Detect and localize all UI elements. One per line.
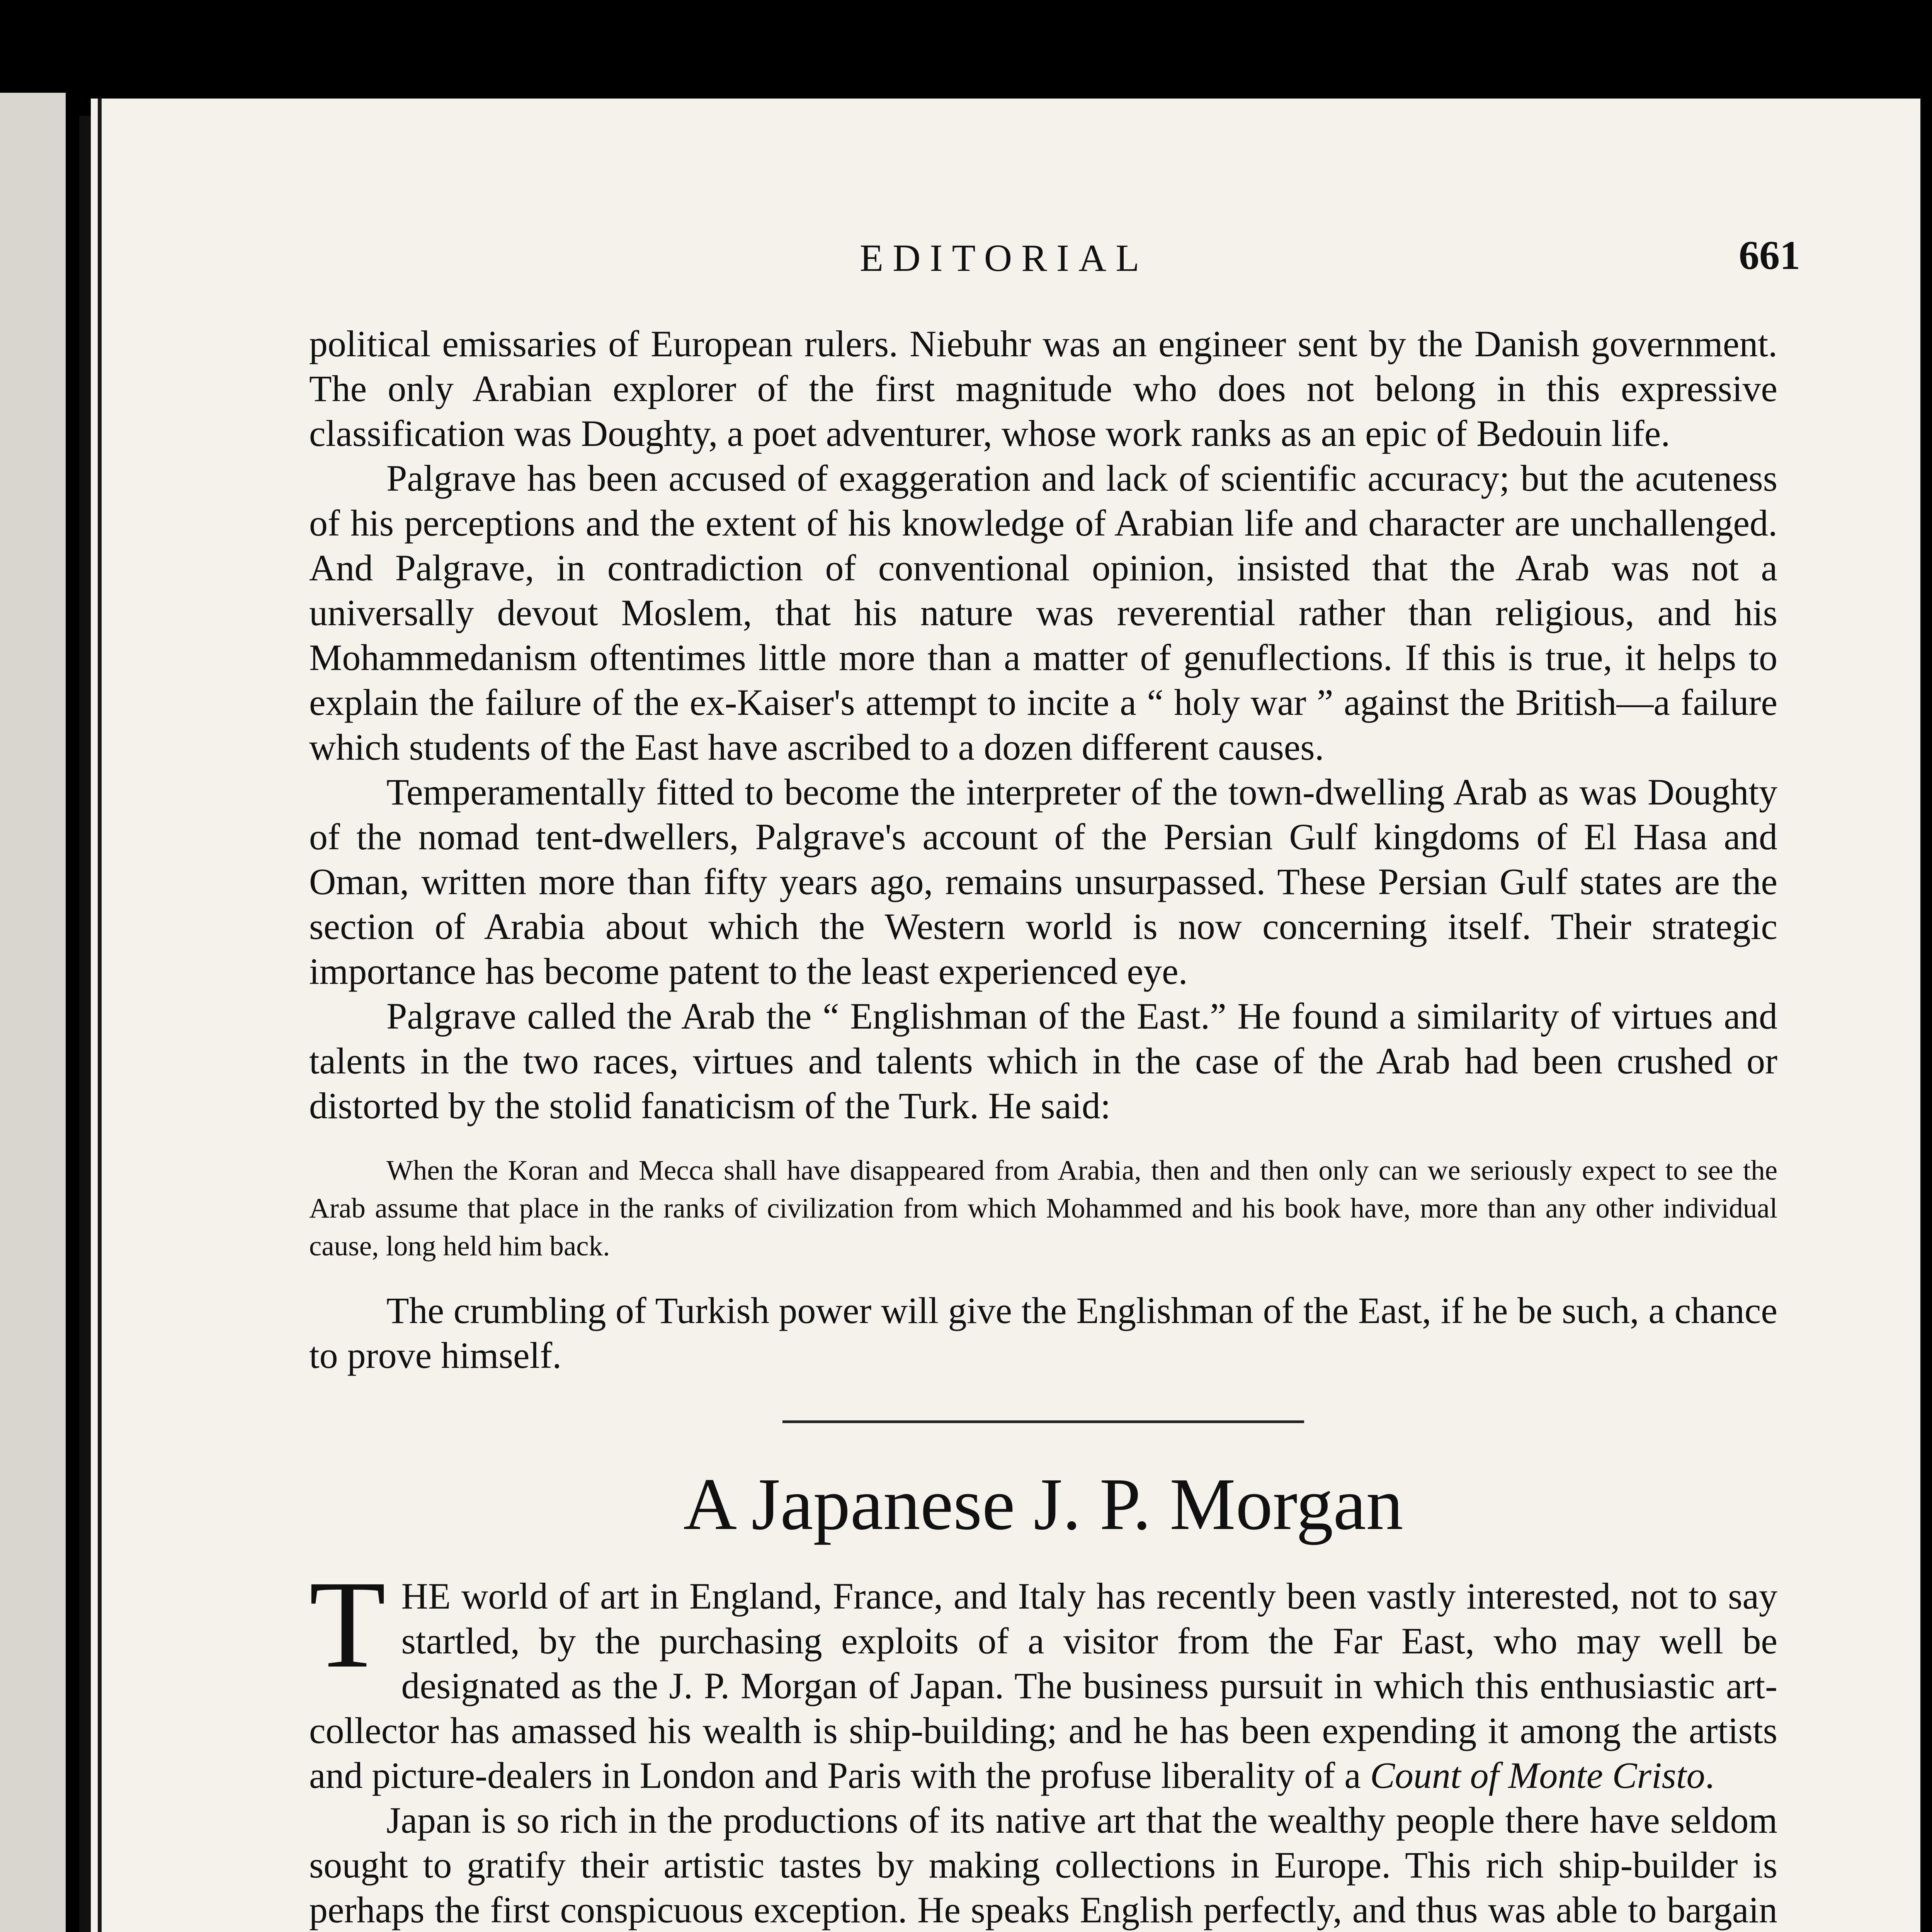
editorial-paragraph-3: Temperamentally fitted to become the interpreter of the town-dwelling Arab as was Doughty of the nomad tent-dwellers, Palgrave's account of the Persian Gulf kingdoms of El Hasa and Oman, written more than fifty years ago, remains unsurpassed. These Persian Gulf states are the section of Arabia about which the Western world is now concerning itself. Their strategic importance has become patent to the least experienced eye. (309, 771, 1777, 992)
running-head: EDITORIAL (860, 236, 1149, 279)
editorial-paragraph-1: political emissaries of European rulers. Niebuhr was an engineer sent by the Danish government. The only Arabian explorer of the first magnitude who does not belong in this expressive classification was Doughty, a poet adventurer, whose work ranks as an epic of Bedouin life. (309, 323, 1777, 454)
article-paragraph-2-text: Japan is so rich in the productions of its native art that the wealthy people there have seldom sought to gratify their artistic tastes by making collections in Europe. This rich ship-builder is perhaps the first conspicuous exception. He speaks English perfectly, and thus was able to bargain (309, 1799, 1777, 1930)
block-quote: When the Koran and Mecca shall have disappeared from Arabia, then and then only can we seriously expect to see the Arab assume that place in the ranks of civilization from which Mohammed and his book have, more than any other individual cause, long held him back. (309, 1155, 1777, 1262)
drop-cap: T (309, 1555, 386, 1694)
section-divider (782, 1420, 1304, 1423)
book-binding (79, 116, 91, 1932)
editorial-paragraph-2: Palgrave has been accused of exaggeration and lack of scientific accuracy; but the acuteness of his perceptions and the extent of his knowledge of Arabian life and character are unchallenged. And Palgrave, in contradiction of conventional opinion, insisted that the Arab was not a universally devout Moslem, that his nature was reverential rather than religious, and his Mohammedanism oftentimes little more than a matter of genuflections. If this is true, it helps to explain the failure of the ex-Kaiser's attempt to incite a “ holy war ” against the British—a failure which students of the East have ascribed to a dozen different causes. (309, 457, 1777, 768)
editorial-paragraph-5: The crumbling of Turkish power will give the Englishman of the East, if he be such, a chance to prove himself. (309, 1290, 1777, 1376)
page-number: 661 (1739, 233, 1800, 278)
article-title: A Japanese J. P. Morgan (683, 1463, 1403, 1545)
article-paragraph-2 (309, 1798, 1777, 1932)
italic-title-monte-cristo: Count of Monte Cristo (1370, 1755, 1705, 1796)
article-paragraph-1-text: HE world of art in England, France, and Italy has recently been vastly interested, not to say startled, by the purchasing exploits of a visitor from the Far East, who may well be designated as the J. P. Morgan of Japan. The business pursuit in which this enthusiastic art-collector has amassed his wealth is ship-building; and he has been expending it among the artists and picture-dealers in London and Paris with the profuse liberality of a (309, 1575, 1777, 1796)
page-header (0, 228, 1932, 282)
facing-page-edge (0, 93, 66, 1932)
editorial-paragraph-4: Palgrave called the Arab the “ Englishman of the East.” He found a similarity of virtues and talents in the two races, virtues and talents which in the case of the Arab had been crushed or distorted by the stolid fanaticism of the Turk. He said: (309, 995, 1777, 1126)
article-paragraph-1-end: . (1705, 1755, 1714, 1796)
page-content (309, 321, 1777, 1932)
article-paragraph-1 (309, 1555, 1777, 1798)
gutter-shadow (98, 99, 102, 1932)
